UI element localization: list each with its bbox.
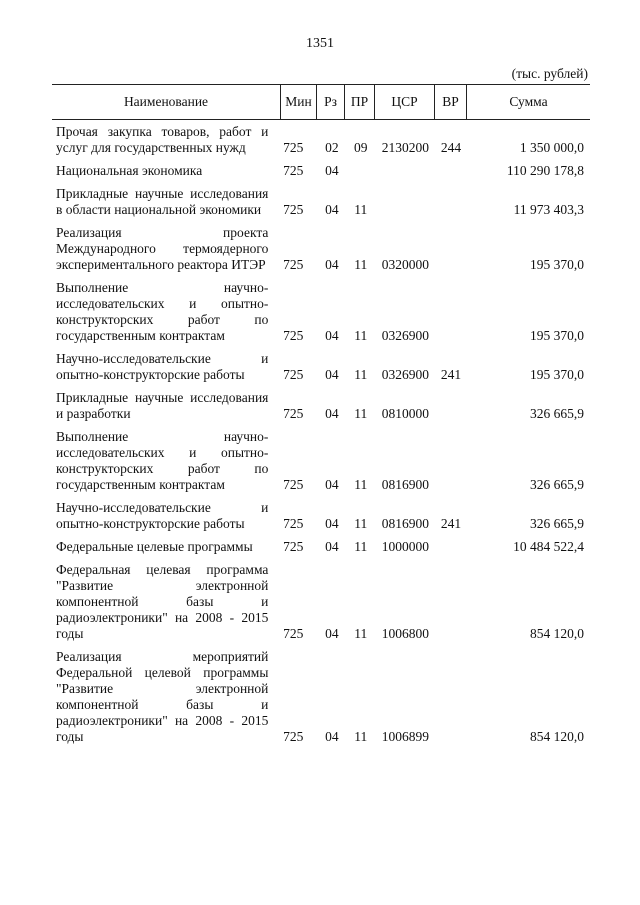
row-pr: 11 bbox=[354, 257, 368, 272]
row-rz: 04 bbox=[325, 163, 339, 178]
row-rz: 04 bbox=[325, 729, 339, 744]
row-rz: 04 bbox=[325, 626, 339, 641]
row-vr: 241 bbox=[440, 367, 462, 382]
header-min: Мин bbox=[280, 85, 316, 119]
table-row bbox=[52, 649, 590, 745]
header-pr: ПР bbox=[344, 85, 374, 119]
row-min: 725 bbox=[283, 140, 304, 155]
row-pr: 11 bbox=[354, 539, 368, 554]
row-rz: 04 bbox=[325, 328, 339, 343]
row-sum: 326 665,9 bbox=[530, 406, 585, 421]
table-row bbox=[52, 390, 590, 422]
row-pr: 11 bbox=[354, 367, 368, 382]
row-name: Прочая закупка товаров, работ и услуг для государственных нужд bbox=[56, 124, 269, 155]
row-name: Федеральные целевые программы bbox=[56, 539, 253, 554]
row-csr: 2130200 bbox=[381, 140, 429, 155]
row-name: Научно-исследовательские и опытно-конструкторские работы bbox=[56, 500, 269, 531]
header-csr: ЦСР bbox=[374, 85, 434, 119]
row-name: Научно-исследовательские и опытно-конструкторские работы bbox=[56, 351, 269, 382]
row-min: 725 bbox=[283, 257, 304, 272]
row-min: 725 bbox=[283, 202, 304, 217]
row-rz: 04 bbox=[325, 539, 339, 554]
table-row bbox=[52, 124, 590, 156]
row-csr: 0326900 bbox=[381, 367, 429, 382]
header-rz: Рз bbox=[316, 85, 344, 119]
row-pr: 11 bbox=[354, 328, 368, 343]
table-row bbox=[52, 280, 590, 344]
row-min: 725 bbox=[283, 516, 304, 531]
row-pr: 11 bbox=[354, 202, 368, 217]
row-csr: 0320000 bbox=[381, 257, 429, 272]
row-sum: 326 665,9 bbox=[530, 477, 585, 492]
row-name: Федеральная целевая программа "Развитие электронной компонентной базы и радиоэлектроники" на 2008 - 2015 годы bbox=[56, 562, 269, 641]
row-pr: 11 bbox=[354, 626, 368, 641]
row-min: 725 bbox=[283, 367, 304, 382]
row-rz: 04 bbox=[325, 406, 339, 421]
row-rz: 04 bbox=[325, 516, 339, 531]
row-name: Реализация проекта Международного термоядерного экспериментального реактора ИТЭР bbox=[56, 225, 269, 272]
row-min: 725 bbox=[283, 163, 304, 178]
row-sum: 195 370,0 bbox=[530, 257, 585, 272]
row-csr: 1006899 bbox=[381, 729, 429, 744]
units-label: (тыс. рублей) bbox=[511, 66, 588, 81]
row-csr: 1006800 bbox=[381, 626, 429, 641]
table-row bbox=[52, 163, 590, 179]
table-row bbox=[52, 186, 590, 218]
row-pr: 11 bbox=[354, 729, 368, 744]
row-sum: 11 973 403,3 bbox=[513, 202, 585, 217]
row-sum: 1 350 000,0 bbox=[519, 140, 585, 155]
row-csr: 0326900 bbox=[381, 328, 429, 343]
header-sum: Сумма bbox=[466, 85, 590, 119]
table-row bbox=[52, 429, 590, 493]
row-name: Прикладные научные исследования в области национальной экономики bbox=[56, 186, 269, 217]
row-vr: 241 bbox=[440, 516, 462, 531]
row-name: Прикладные научные исследования и разработки bbox=[56, 390, 269, 421]
row-rz: 04 bbox=[325, 202, 339, 217]
table-body bbox=[52, 124, 590, 752]
row-csr: 1000000 bbox=[381, 539, 429, 554]
row-pr: 11 bbox=[354, 516, 368, 531]
table-row bbox=[52, 500, 590, 532]
row-pr: 09 bbox=[353, 140, 368, 155]
row-name: Выполнение научно-исследовательских и опытно-конструкторских работ по государственным контрактам bbox=[56, 429, 269, 492]
row-sum: 854 120,0 bbox=[530, 729, 585, 744]
header-vr: ВР bbox=[434, 85, 466, 119]
row-pr: 11 bbox=[354, 406, 368, 421]
row-name: Реализация мероприятий Федеральной целевой программы "Развитие электронной компонентной базы и радиоэлектроники" на 2008 - 2015 годы bbox=[56, 649, 269, 744]
row-min: 725 bbox=[283, 328, 304, 343]
row-sum: 195 370,0 bbox=[530, 367, 585, 382]
row-vr: 244 bbox=[440, 140, 462, 155]
row-csr: 0816900 bbox=[381, 516, 429, 531]
row-min: 725 bbox=[283, 477, 304, 492]
row-min: 725 bbox=[283, 626, 304, 641]
row-rz: 04 bbox=[325, 367, 339, 382]
row-rz: 04 bbox=[325, 477, 339, 492]
row-sum: 110 290 178,8 bbox=[506, 163, 585, 178]
row-sum: 854 120,0 bbox=[530, 626, 585, 641]
row-rz: 04 bbox=[325, 257, 339, 272]
row-sum: 326 665,9 bbox=[530, 516, 585, 531]
page-number: 1351 bbox=[306, 36, 334, 51]
table-header bbox=[52, 84, 590, 120]
row-min: 725 bbox=[283, 406, 304, 421]
row-rz: 02 bbox=[325, 140, 339, 155]
row-sum: 195 370,0 bbox=[530, 328, 585, 343]
table-row bbox=[52, 225, 590, 273]
row-name: Выполнение научно-исследовательских и опытно-конструкторских работ по государственным контрактам bbox=[56, 280, 269, 343]
table-row bbox=[52, 351, 590, 383]
row-sum: 10 484 522,4 bbox=[513, 539, 585, 554]
row-min: 725 bbox=[283, 539, 304, 554]
header-name: Наименование bbox=[123, 94, 209, 109]
table-row bbox=[52, 562, 590, 642]
row-name: Национальная экономика bbox=[56, 163, 203, 178]
row-csr: 0816900 bbox=[381, 477, 429, 492]
table-row bbox=[52, 539, 590, 555]
row-min: 725 bbox=[283, 729, 304, 744]
row-pr: 11 bbox=[354, 477, 368, 492]
row-csr: 0810000 bbox=[381, 406, 429, 421]
